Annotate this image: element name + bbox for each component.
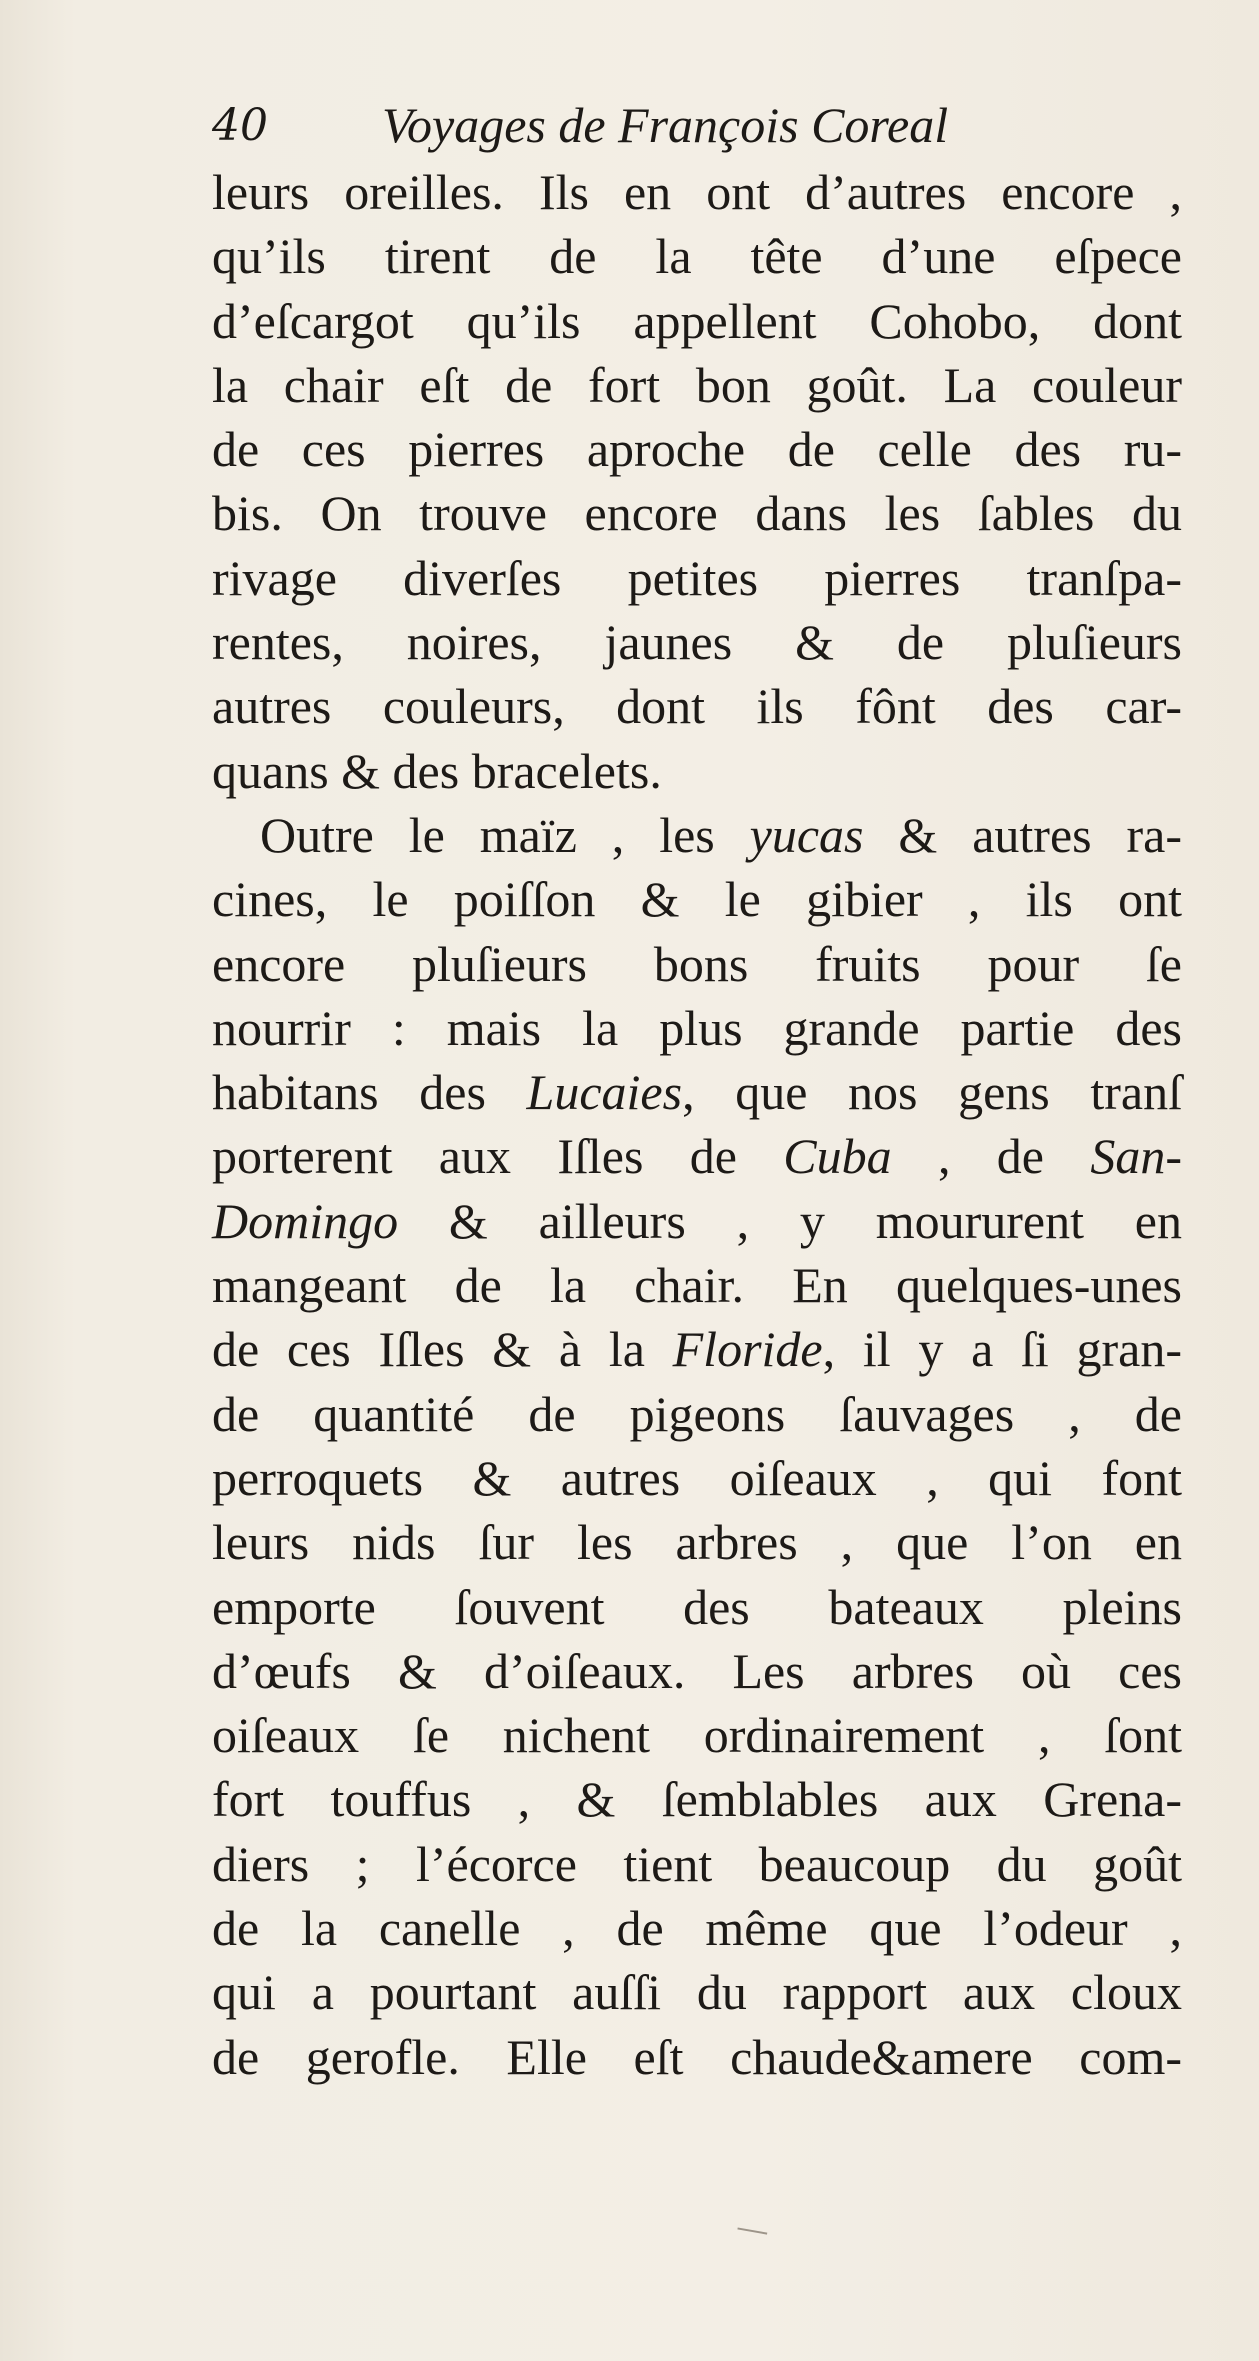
text-segment: Outre le maïz , les (260, 806, 750, 863)
text-segment: encore pluſieurs bons fruits pour ſe (212, 935, 1182, 992)
text-line (212, 224, 1182, 288)
text-line (212, 1703, 1182, 1767)
text-line (212, 1124, 1182, 1188)
text-line (212, 1382, 1182, 1446)
text-segment: perroquets & autres oiſeaux , qui font (212, 1449, 1182, 1506)
text-line (212, 996, 1182, 1060)
italic-text: Floride (672, 1321, 823, 1378)
text-segment: , il y a ſi gran- (822, 1321, 1182, 1378)
text-segment: emporte ſouvent des bateaux pleins (212, 1578, 1182, 1635)
italic-text: Cuba (783, 1128, 892, 1185)
text-line (212, 1832, 1182, 1896)
text-segment: la chair eſt de fort bon goût. La couleur (212, 356, 1182, 413)
text-line (212, 932, 1182, 996)
body-text (212, 160, 1182, 2089)
text-line (212, 610, 1182, 674)
text-line (212, 1575, 1182, 1639)
text-segment: fort touffus , & ſemblables aux Grena- (212, 1771, 1182, 1828)
text-line (212, 674, 1182, 738)
text-line (212, 739, 1182, 803)
text-segment: quans & des bracelets. (212, 742, 662, 799)
text-segment: qui a pourtant auſſi du rapport aux cloux (212, 1964, 1182, 2021)
text-segment: diers ; l’écorce tient beaucoup du goût (212, 1835, 1182, 1892)
text-segment: de gerofle. Elle eſt chaude&amere com- (212, 2028, 1182, 2085)
text-segment: mangeant de la chair. En quelques-unes (212, 1257, 1182, 1314)
text-segment: nourrir : mais la plus grande partie des (212, 999, 1182, 1056)
running-title: Voyages de François Coreal (382, 97, 949, 153)
text-line (212, 1896, 1182, 1960)
italic-text: San- (1090, 1128, 1182, 1185)
text-line (212, 1060, 1182, 1124)
text-line (212, 481, 1182, 545)
text-line (212, 353, 1182, 417)
text-line (212, 289, 1182, 353)
text-segment: rivage diverſes petites pierres tranſpa- (212, 549, 1182, 606)
text-segment: , de (891, 1128, 1091, 1185)
text-segment: d’eſcargot qu’ils appellent Cohobo, dont (212, 292, 1182, 349)
text-segment: autres couleurs, dont ils fônt des car- (212, 678, 1182, 735)
text-line (212, 1189, 1182, 1253)
text-segment: de quantité de pigeons ſauvages , de (212, 1385, 1182, 1442)
text-segment: oiſeaux ſe nichent ordinairement , ſont (212, 1707, 1182, 1764)
text-line (212, 160, 1182, 224)
text-line (212, 1639, 1182, 1703)
ink-mark (737, 2227, 768, 2238)
text-line (212, 1446, 1182, 1510)
text-line (212, 1960, 1182, 2024)
text-segment: , que nos gens tranſ (682, 1064, 1182, 1121)
text-line (212, 1253, 1182, 1317)
text-line (212, 1317, 1182, 1381)
text-line (212, 1510, 1182, 1574)
text-segment: de ces Iſles & à la (212, 1321, 673, 1378)
text-line (212, 417, 1182, 481)
text-segment: de la canelle , de même que l’odeur , (212, 1900, 1182, 1957)
text-segment: & ailleurs , y moururent en (398, 1192, 1182, 1249)
text-segment: de ces pierres aproche de celle des ru- (212, 421, 1182, 478)
text-segment: & autres ra- (863, 806, 1182, 863)
text-segment: rentes, noires, jaunes & de pluſieurs (212, 614, 1182, 671)
text-segment: cines, le poiſſon & le gibier , ils ont (212, 871, 1182, 928)
text-segment: habitans des (212, 1064, 527, 1121)
text-line (212, 1767, 1182, 1831)
text-segment: leurs oreilles. Ils en ont d’autres encore , (212, 164, 1182, 220)
italic-text: yucas (749, 806, 864, 863)
text-segment: leurs nids ſur les arbres , que l’on en (212, 1514, 1182, 1571)
text-segment: bis. On trouve encore dans les ſables du (212, 485, 1182, 542)
text-segment: qu’ils tirent de la tête d’une eſpece (212, 228, 1182, 285)
italic-text: Lucaies (526, 1064, 683, 1121)
text-line (212, 867, 1182, 931)
text-line (212, 2025, 1182, 2089)
text-line (212, 546, 1182, 610)
text-line (212, 803, 1182, 867)
italic-text: Domingo (212, 1192, 399, 1249)
text-segment: d’œufs & d’oiſeaux. Les arbres où ces (212, 1642, 1182, 1699)
page-number: 40 (212, 100, 268, 151)
text-segment: porterent aux Iſles de (212, 1128, 784, 1185)
